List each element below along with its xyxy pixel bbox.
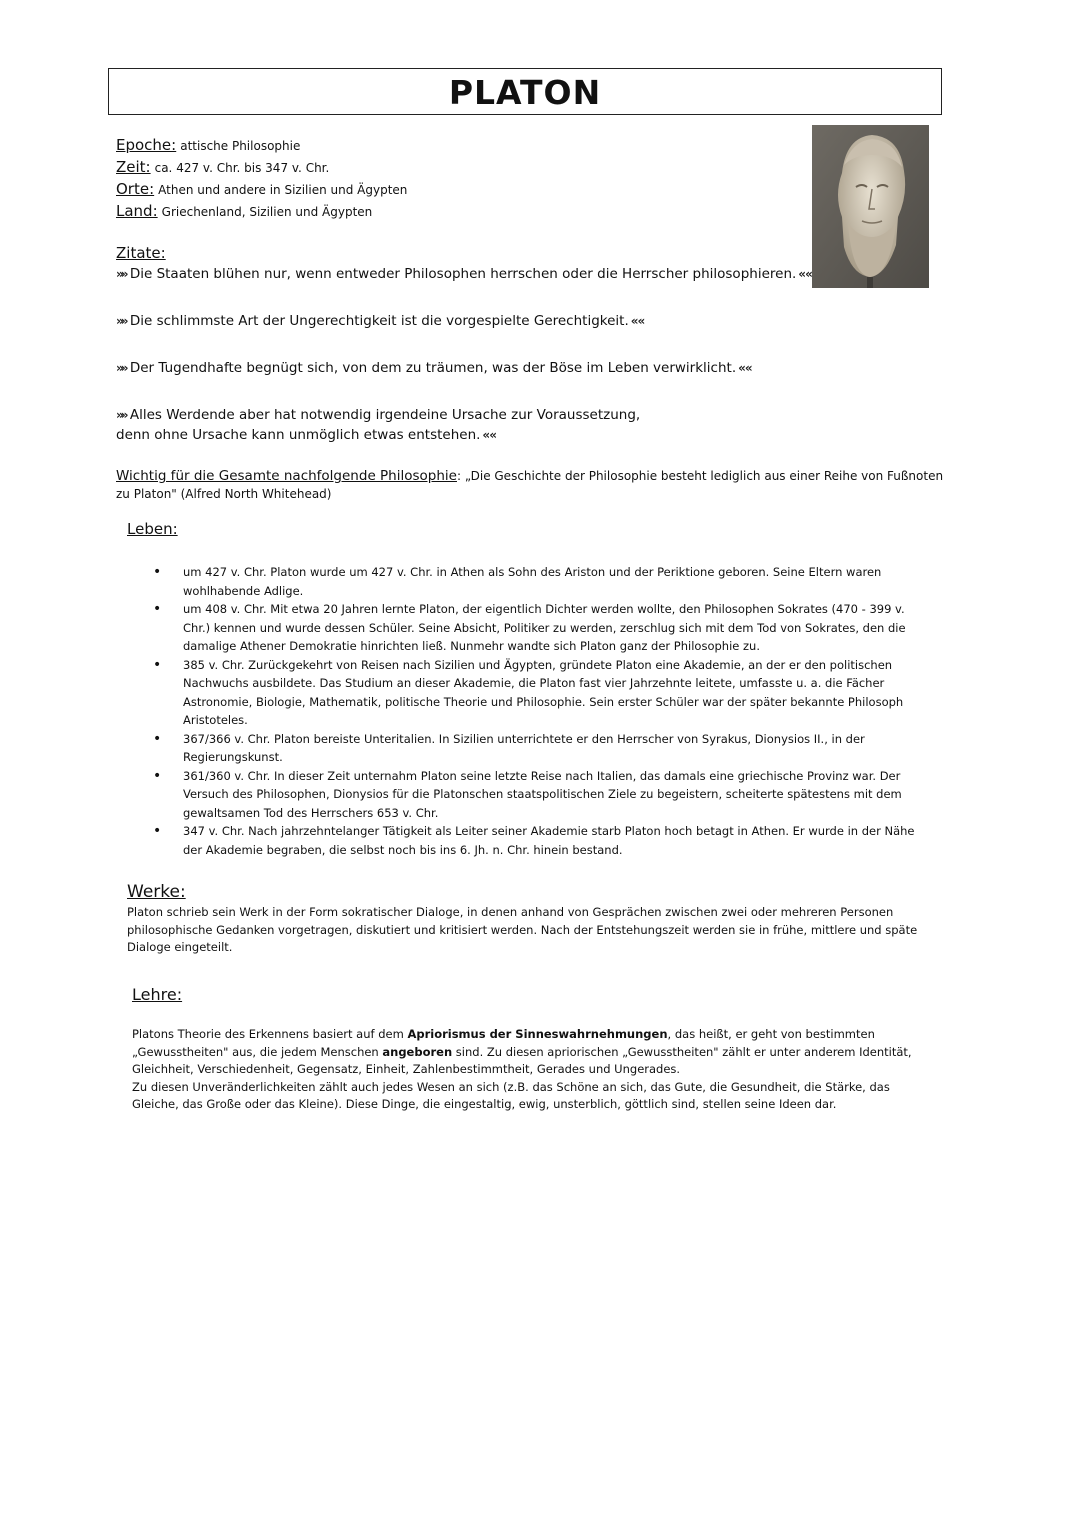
meta-value: attische Philosophie bbox=[180, 139, 301, 153]
quote-open-icon: » bbox=[120, 267, 126, 281]
quote-text: Alles Werdende aber hat notwendig irgendeine Ursache zur Voraussetzung, bbox=[129, 407, 641, 423]
meta-row-epoche bbox=[116, 134, 407, 156]
quote-close-icon: « bbox=[798, 267, 804, 281]
list-item bbox=[150, 822, 930, 859]
quote-close-icon: « bbox=[637, 314, 643, 328]
quote-line bbox=[116, 425, 640, 445]
list-item bbox=[150, 730, 930, 767]
lehre-heading: Lehre: bbox=[132, 985, 183, 1004]
quote-close-icon: « bbox=[805, 267, 810, 281]
quote-4 bbox=[116, 405, 640, 445]
list-item bbox=[150, 767, 930, 823]
list-item-text: 385 v. Chr. Zurückgekehrt von Reisen nach Sizilien und Ägypten, gründete Platon eine Akademie, an der er den politischen Nachwuchs ausbildete. Das Studium an dieser Akademie, die Platon fast vier Jahrzehnte leitete, umfasste u. a. die Fächer Astronomie, Biologie, Mathematik, politische Theorie und Philosophie. Sein erster Schüler war der später bekannte Philosoph Aristoteles. bbox=[183, 657, 904, 727]
list-item bbox=[150, 563, 930, 600]
list-item-text: 361/360 v. Chr. In dieser Zeit unternahm Platon seine letzte Reise nach Italien, das damals eine griechische Provinz war. Der Versuch des Philosophen, Dionysios für die Platonschen staatspolitischen Ziele zu begeistern, scheiterte spätestens mit dem gewaltsamen Tod des Herrschers 653 v. Chr. bbox=[183, 768, 902, 820]
quote-open-icon: » bbox=[116, 408, 121, 422]
lehre-text-part: , das heißt, er geht von bestimmten „Gewusstheiten" aus, die jedem Menschen bbox=[132, 1027, 875, 1059]
quote-close-icon: « bbox=[744, 361, 750, 375]
werke-text: Platon schrieb sein Werk in der Form sokratischer Dialoge, in denen anhand von Gesprächen zwischen zwei oder mehreren Personen philosophische Gedanken vorgetragen, diskutiert und kritisiert werden. Nach der Entstehungszeit werden sie in frühe, mittlere und späte Dialoge eingeteilt. bbox=[127, 905, 918, 954]
meta-key: Epoche: bbox=[116, 136, 177, 154]
list-item-text: 347 v. Chr. Nach jahrzehntelanger Tätigkeit als Leiter seiner Akademie starb Platon hoch betagt in Athen. Er wurde in der Nähe der Akademie begraben, die selbst noch bis ins 6. Jh. n. Chr. hinein bestand. bbox=[183, 824, 915, 857]
meta-key: Zeit: bbox=[116, 158, 151, 176]
quote-text: Die schlimmste Art der Ungerechtigkeit ist die vorgespielte Gerechtigkeit. bbox=[129, 313, 629, 329]
leben-heading: Leben: bbox=[127, 520, 178, 538]
quote-3 bbox=[116, 358, 750, 378]
meta-row-zeit bbox=[116, 156, 407, 178]
quote-open-icon: » bbox=[116, 361, 121, 375]
list-item-text: um 427 v. Chr. Platon wurde um 427 v. Chr. in Athen als Sohn des Ariston und der Periktione geboren. Seine Eltern waren wohlhabende Adlige. bbox=[183, 565, 882, 598]
list-item-text: 367/366 v. Chr. Platon bereiste Unteritalien. In Sizilien unterrichtete er den Herrscher von Syrakus, Dionysios II., in der Regierungskunst. bbox=[183, 731, 865, 764]
platon-bust-image bbox=[812, 125, 929, 288]
quote-open-icon: » bbox=[116, 314, 121, 328]
meta-info bbox=[116, 134, 407, 222]
bullet-icon: • bbox=[153, 823, 162, 839]
page-title: PLATON bbox=[448, 73, 602, 112]
quote-text: Die Staaten blühen nur, wenn entweder Philosophen herrschen oder die Herrscher philosophieren. bbox=[129, 266, 797, 282]
list-item-text: um 408 v. Chr. Mit etwa 20 Jahren lernte Platon, der eigentlich Dichter werden wollte, den Philosophen Sokrates (470 - 399 v. Chr.) kennen und wurde dessen Schüler. Seine Absicht, Politiker zu werden, zerschlug sich mit dem Tod von Sokrates, den die damalige Athener Demokratie hinrichten ließ. Nunmehr wandte sich Platon ganz der Philosophie zu. bbox=[183, 602, 906, 653]
quote-text: denn ohne Ursache kann unmöglich etwas entstehen. bbox=[116, 427, 481, 443]
meta-value: Athen und andere in Sizilien und Ägypten bbox=[158, 183, 408, 197]
lehre-text-part: sind. Zu diesen apriorischen „Gewusstheiten" zählt er unter anderem Identität, Gleichheit, Verschiedenheit, Gegensatz, Einheit, Zahlenbestimmtheit, Gerades und Ungerades. bbox=[132, 1044, 912, 1076]
list-item bbox=[150, 656, 930, 730]
quotes-heading: Zitate: bbox=[116, 244, 166, 262]
quote-1 bbox=[116, 264, 810, 284]
meta-key: Land: bbox=[116, 202, 158, 220]
meta-row-orte bbox=[116, 178, 407, 200]
list-item bbox=[150, 600, 930, 656]
quote-close-icon: « bbox=[630, 314, 636, 328]
bullet-icon: • bbox=[153, 730, 162, 747]
lehre-text bbox=[132, 1026, 927, 1114]
quote-2 bbox=[116, 311, 642, 331]
lehre-paragraph-1 bbox=[132, 1026, 927, 1079]
quote-text: Der Tugendhafte begnügt sich, von dem zu träumen, was der Böse im Leben verwirklicht. bbox=[129, 360, 737, 376]
important-text: : „Die Geschichte der Philosophie besteht lediglich aus einer Reihe von Fußnoten zu Platon" (Alfred North Whitehead) bbox=[116, 469, 944, 501]
quote-line bbox=[116, 405, 640, 425]
bullet-icon: • bbox=[153, 656, 162, 673]
bullet-icon: • bbox=[153, 564, 162, 580]
lehre-bold-term: Apriorismus der Sinneswahrnehmungen bbox=[407, 1027, 668, 1041]
meta-value: Griechenland, Sizilien und Ägypten bbox=[161, 205, 373, 219]
quote-close-icon: « bbox=[738, 361, 743, 375]
quote-close-icon: « bbox=[489, 428, 494, 442]
quote-close-icon: « bbox=[482, 428, 488, 442]
bullet-icon: • bbox=[153, 601, 162, 617]
lehre-paragraph-2: Zu diesen Unveränderlichkeiten zählt auch jedes Wesen an sich (z.B. das Schöne an sich, das Gute, die Gesundheit, die Stärke, das Gleiche, das Große oder das Kleine). Diese Dinge, die eingestaltig, ewig, unsterblich, göttlich sind, stellen seine Ideen dar. bbox=[132, 1079, 890, 1111]
lehre-text-part: Platons Theorie des Erkennens basiert auf dem bbox=[132, 1027, 408, 1041]
title-box bbox=[108, 68, 942, 115]
meta-key: Orte: bbox=[116, 180, 155, 198]
quote-open-icon: » bbox=[116, 267, 121, 281]
important-lead: Wichtig für die Gesamte nachfolgende Philosophie bbox=[116, 468, 457, 484]
meta-row-land bbox=[116, 200, 407, 222]
lehre-bold-term: angeboren bbox=[382, 1044, 453, 1059]
quote-open-icon: » bbox=[120, 314, 126, 328]
quote-open-icon: » bbox=[120, 408, 126, 422]
leben-list bbox=[150, 563, 930, 859]
bullet-icon: • bbox=[153, 767, 162, 784]
werke-heading: Werke: bbox=[127, 882, 186, 902]
meta-value: ca. 427 v. Chr. bis 347 v. Chr. bbox=[154, 161, 330, 175]
important-note bbox=[116, 467, 946, 503]
quote-open-icon: » bbox=[120, 361, 126, 375]
